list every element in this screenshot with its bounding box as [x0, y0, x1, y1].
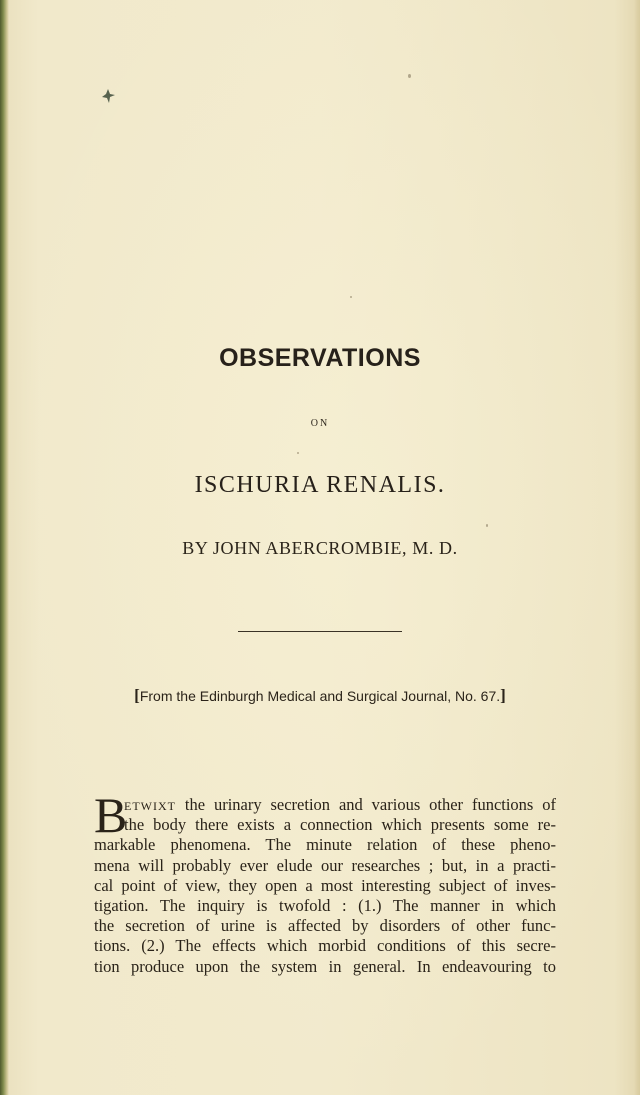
text-line: tigation. The inquiry is twofold : (1.) The manner in which	[94, 895, 556, 915]
drop-cap: B	[94, 787, 128, 843]
text-line-content: the urinary secretion and various other functions of	[175, 795, 556, 814]
ink-blot-icon	[100, 88, 116, 104]
paper-speck	[486, 524, 488, 527]
title-connector: ON	[310, 418, 330, 429]
paper-speck	[297, 452, 299, 454]
paper-speck	[350, 296, 352, 298]
page-title: OBSERVATIONS	[219, 344, 421, 372]
text-line: markable phenomena. The minute relation of these pheno-	[94, 835, 556, 855]
body-paragraph	[94, 787, 556, 977]
divider-rule	[238, 631, 402, 632]
author-line: BY JOHN ABERCROMBIE, M. D.	[182, 538, 458, 558]
paper-speck	[408, 74, 411, 78]
text-line	[94, 795, 556, 815]
source-text: From the Edinburgh Medical and Surgical Journal, No. 67.	[139, 688, 501, 704]
subject-heading: ISCHURIA RENALIS.	[194, 472, 446, 498]
source-citation	[0, 686, 640, 706]
text-line: tion produce upon the system in general. In endeavouring to	[94, 956, 556, 976]
text-line: cal point of view, they open a most interesting subject of inves-	[94, 875, 556, 895]
text-line: the body there exists a connection which presents some re-	[124, 815, 556, 835]
close-bracket: ]	[500, 686, 506, 705]
text-line: tions. (2.) The effects which morbid conditions of this secre-	[94, 936, 556, 956]
text-line: the secretion of urine is affected by disorders of other func-	[94, 916, 556, 936]
first-word-rest: etwixt	[124, 795, 176, 814]
open-bracket: [	[134, 686, 140, 705]
text-line: mena will probably ever elude our researches ; but, in a practi-	[94, 855, 556, 875]
